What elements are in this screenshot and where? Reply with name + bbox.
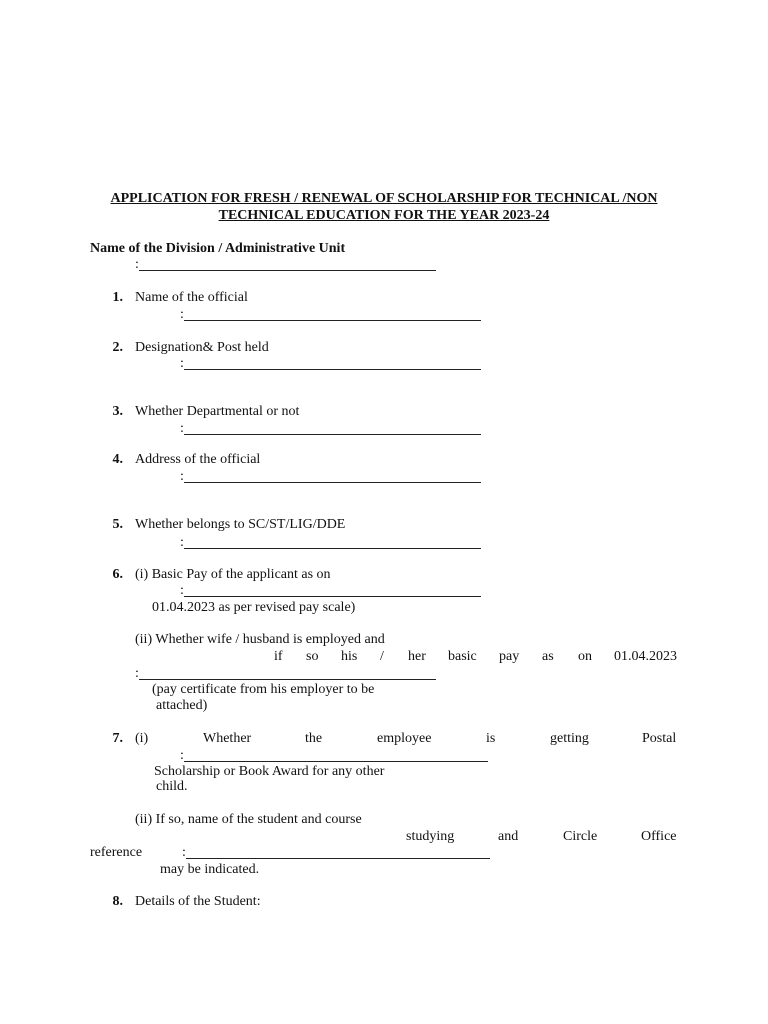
item-4-colon: : xyxy=(180,469,184,484)
item-4-number: 4. xyxy=(112,452,123,467)
item-7-colon: : xyxy=(180,748,184,763)
item-6-label-basic-pay: (i) Basic Pay of the applicant as on xyxy=(135,567,331,582)
item-6-word-his: his xyxy=(341,649,358,664)
item-7-reference-colon: : xyxy=(182,845,186,860)
item-6-word-her: her xyxy=(408,649,426,664)
item-7-label-child: child. xyxy=(156,779,188,794)
item-3-number: 3. xyxy=(112,404,123,419)
item-5-number: 5. xyxy=(112,517,123,532)
form-title-line-1: APPLICATION FOR FRESH / RENEWAL OF SCHOLARSHIP FOR TECHNICAL /NON xyxy=(110,191,658,206)
division-colon: : xyxy=(135,257,139,272)
item-8-label: Details of the Student: xyxy=(135,894,261,909)
item-7-word-postal: Postal xyxy=(642,731,677,746)
item-7-label-scholarship: Scholarship or Book Award for any other xyxy=(154,764,385,779)
item-2-number: 2. xyxy=(112,340,123,355)
item-6-word-as: as xyxy=(542,649,554,664)
item-7-word-is: is xyxy=(486,731,496,746)
item-6-basic-pay-input-line[interactable] xyxy=(184,596,481,597)
item-3-label: Whether Departmental or not xyxy=(135,404,300,419)
item-7-number: 7. xyxy=(112,731,123,746)
item-6-word-if: if xyxy=(274,649,283,664)
item-7-word-whether: Whether xyxy=(203,731,252,746)
item-6-label-certificate: (pay certificate from his employer to be xyxy=(152,682,375,697)
item-2-label: Designation& Post held xyxy=(135,340,269,355)
division-label: Name of the Division / Administrative Unit xyxy=(90,241,346,256)
item-5-input-line[interactable] xyxy=(184,548,481,549)
item-6-word-basic: basic xyxy=(448,649,477,664)
division-input-line[interactable] xyxy=(139,270,436,271)
item-7-postal-scholarship-input-line[interactable] xyxy=(184,761,488,762)
item-6-label-basic-pay-date: 01.04.2023 as per revised pay scale) xyxy=(152,600,356,615)
item-6-spouse-pay-input-line[interactable] xyxy=(139,679,436,680)
form-title-line-2: TECHNICAL EDUCATION FOR THE YEAR 2023-24 xyxy=(218,208,550,223)
item-7-label-reference: reference xyxy=(90,845,143,860)
item-6-word-on: on xyxy=(578,649,592,664)
item-6-label-attached: attached) xyxy=(156,698,208,713)
item-4-label: Address of the official xyxy=(135,452,261,467)
item-6-word-slash: / xyxy=(380,649,384,664)
item-1-label: Name of the official xyxy=(135,290,248,305)
item-7-word-the: the xyxy=(305,731,323,746)
item-3-input-line[interactable] xyxy=(184,434,481,435)
item-7-word-office: Office xyxy=(641,829,677,844)
item-5-colon: : xyxy=(180,535,184,550)
item-7-word-getting: getting xyxy=(550,731,589,746)
item-7-label-indicated: may be indicated. xyxy=(160,862,260,877)
item-6-label-spouse: (ii) Whether wife / husband is employed and xyxy=(135,632,385,647)
item-7-student-course-input-line[interactable] xyxy=(186,858,490,859)
item-3-colon: : xyxy=(180,421,184,436)
item-7-word-circle: Circle xyxy=(563,829,598,844)
item-7-word-studying: studying xyxy=(406,829,455,844)
item-2-input-line[interactable] xyxy=(184,369,481,370)
item-7-label-student-course: (ii) If so, name of the student and course xyxy=(135,812,362,827)
item-6-spouse-colon: : xyxy=(135,666,139,681)
item-2-colon: : xyxy=(180,356,184,371)
item-6-word-pay: pay xyxy=(499,649,520,664)
item-8-number: 8. xyxy=(112,894,123,909)
item-7-word-employee: employee xyxy=(377,731,432,746)
item-7-word-and: and xyxy=(498,829,519,844)
item-1-input-line[interactable] xyxy=(184,320,481,321)
item-6-colon: : xyxy=(180,583,184,598)
item-5-label: Whether belongs to SC/ST/LIG/DDE xyxy=(135,517,346,532)
item-1-number: 1. xyxy=(112,290,123,305)
item-1-colon: : xyxy=(180,307,184,322)
item-6-number: 6. xyxy=(112,567,123,582)
item-7-word-i: (i) xyxy=(135,731,149,746)
item-6-word-so: so xyxy=(306,649,319,664)
item-4-input-line[interactable] xyxy=(184,482,481,483)
item-6-word-date: 01.04.2023 xyxy=(614,649,677,664)
